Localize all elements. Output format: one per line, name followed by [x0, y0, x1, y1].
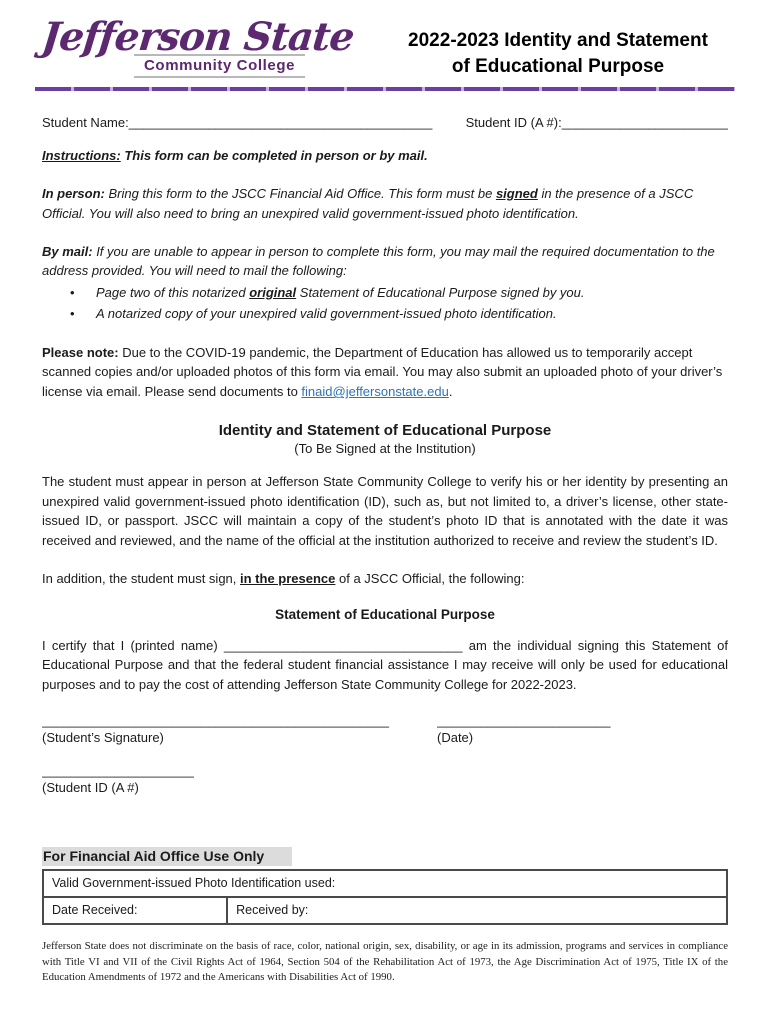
bullet-icon: • — [70, 305, 75, 321]
identity-body-paragraph: The student must appear in person at Jefferson State Community College to verify his or her identity by presenting an unexpired valid government-issued photo identification (ID), such as, but not limited to, a driver’s license, other state-issued ID, or passport. JSCC will maintain a copy of the student’s photo ID that is annotated with the date it was received and reviewed, and the name of the official at the institution authorized to receive and review the student’s ID. — [42, 473, 728, 549]
received-by-cell: Received by: — [236, 902, 309, 917]
student-signature-block — [42, 713, 437, 745]
student-id-blank-line: _______________________ — [561, 115, 728, 131]
document-title — [388, 28, 728, 79]
student-id-signature-label: (Student ID (A #) — [42, 779, 139, 795]
bullet-icon: • — [70, 285, 75, 301]
office-use-heading: For Financial Aid Office Use Only — [42, 847, 292, 866]
student-id-label: Student ID (A #): — [465, 115, 562, 131]
in-addition-line — [42, 569, 728, 589]
by-mail-bullet-list — [42, 283, 728, 325]
date-block — [437, 713, 728, 745]
logo-subtext: Community College — [134, 54, 305, 78]
instructions-line — [42, 146, 728, 166]
instructions-text: This form can be completed in person or by mail. — [120, 148, 428, 164]
office-use-table — [42, 869, 728, 925]
document-header — [39, 14, 728, 79]
by-mail-paragraph — [42, 242, 728, 282]
student-id-blank-line: _____________________ — [42, 762, 194, 778]
signature-blank-line: ________________________________________________ — [42, 712, 390, 728]
certify-after: am the individual signing this Statement of Educational Purpose and that the federal student financial assistance I may receive will only be used for educational purposes and to pay the cost of attending Jefferson State Community College for 2022-2023. — [42, 637, 728, 693]
student-name-blank-line: __________________________________________ — [128, 115, 433, 131]
in-person-paragraph — [42, 184, 728, 224]
bullet1-after: Statement of Educational Purpose signed by you. — [296, 285, 585, 301]
signed-emphasis: signed — [495, 186, 538, 202]
date-label: (Date) — [437, 729, 474, 745]
in-the-presence-emphasis: in the presence — [240, 570, 336, 586]
student-id-group — [466, 115, 728, 130]
statement-heading: Statement of Educational Purpose — [275, 606, 495, 622]
in-addition-after: of a JSCC Official, the following: — [335, 570, 525, 586]
list-item — [42, 283, 728, 304]
bullet2-text: A notarized copy of your unexpired valid government-issued photo identification. — [96, 305, 557, 321]
office-use-section — [42, 847, 728, 925]
by-mail-text: If you are unable to appear in person to complete this form, you may mail the required documentation to the address provided. You will need to mail the following: — [42, 243, 715, 279]
student-name-label: Student Name: — [42, 115, 129, 131]
document-title-line1: 2022-2023 Identity and Statement — [408, 30, 708, 51]
certify-paragraph — [42, 636, 728, 695]
in-person-label: In person: — [42, 186, 105, 202]
bullet1-text — [96, 283, 728, 304]
in-person-text-after: in the presence of a JSCC Official. You will also need to bring an unexpired valid government-issued photo identification. — [42, 186, 694, 221]
student-id-signature-block — [42, 763, 728, 795]
list-item — [42, 304, 728, 325]
please-note-paragraph — [42, 343, 728, 402]
in-person-text-before: Bring this form to the JSCC Financial Aid Office. This form must be — [104, 186, 496, 202]
date-received-cell: Date Received: — [44, 898, 228, 923]
instructions-label: Instructions: — [42, 148, 121, 164]
signature-row — [42, 713, 728, 745]
non-discrimination-disclaimer: Jefferson State does not discriminate on the basis of race, color, national origin, sex, disability, or age in its admission, programs and services in compliance with Title VI and VII of the Civil Rights Act of 1964, Section 504 of the Rehabilitation Act of 1973, the Age Discrimination Act of 1975, Title IX of the Education Amendments of 1972 and the Americans with Disabilities Act of 1990. — [42, 939, 728, 984]
identity-section-subheading: (To Be Signed at the Institution) — [294, 440, 476, 456]
table-row-received — [44, 898, 726, 923]
date-blank-line: ________________________ — [437, 712, 611, 728]
please-note-label: Please note: — [42, 344, 119, 360]
signature-label: (Student’s Signature) — [42, 729, 164, 745]
logo-script-text: Jefferson State — [39, 14, 356, 60]
please-note-period: . — [448, 384, 453, 400]
jscc-logo — [39, 14, 356, 78]
student-info-row — [42, 115, 728, 130]
in-addition-before: In addition, the student must sign, — [42, 570, 241, 586]
email-link[interactable]: finaid@jeffersonstate.edu — [301, 384, 449, 400]
by-mail-label: By mail: — [42, 243, 93, 259]
document-title-line2: of Educational Purpose — [451, 55, 665, 77]
purple-divider — [35, 87, 735, 91]
table-row-photo-id: Valid Government-issued Photo Identification used: — [44, 871, 726, 898]
student-name-group — [42, 115, 432, 130]
bullet1-before: Page two of this notarized — [96, 285, 250, 301]
certify-before: I certify that I (printed name) — [42, 637, 224, 653]
please-note-text: Due to the COVID-19 pandemic, the Department of Education has allowed us to temporarily accept scanned copies and/or uploaded photos of this form via email. You may also submit an uploaded photo of your driver’s license via email. Please send documents to — [42, 344, 723, 400]
original-emphasis: original — [249, 285, 297, 301]
identity-section-heading: Identity and Statement of Educational Purpose — [218, 421, 552, 439]
printed-name-blank-line: _________________________________ — [223, 637, 463, 653]
